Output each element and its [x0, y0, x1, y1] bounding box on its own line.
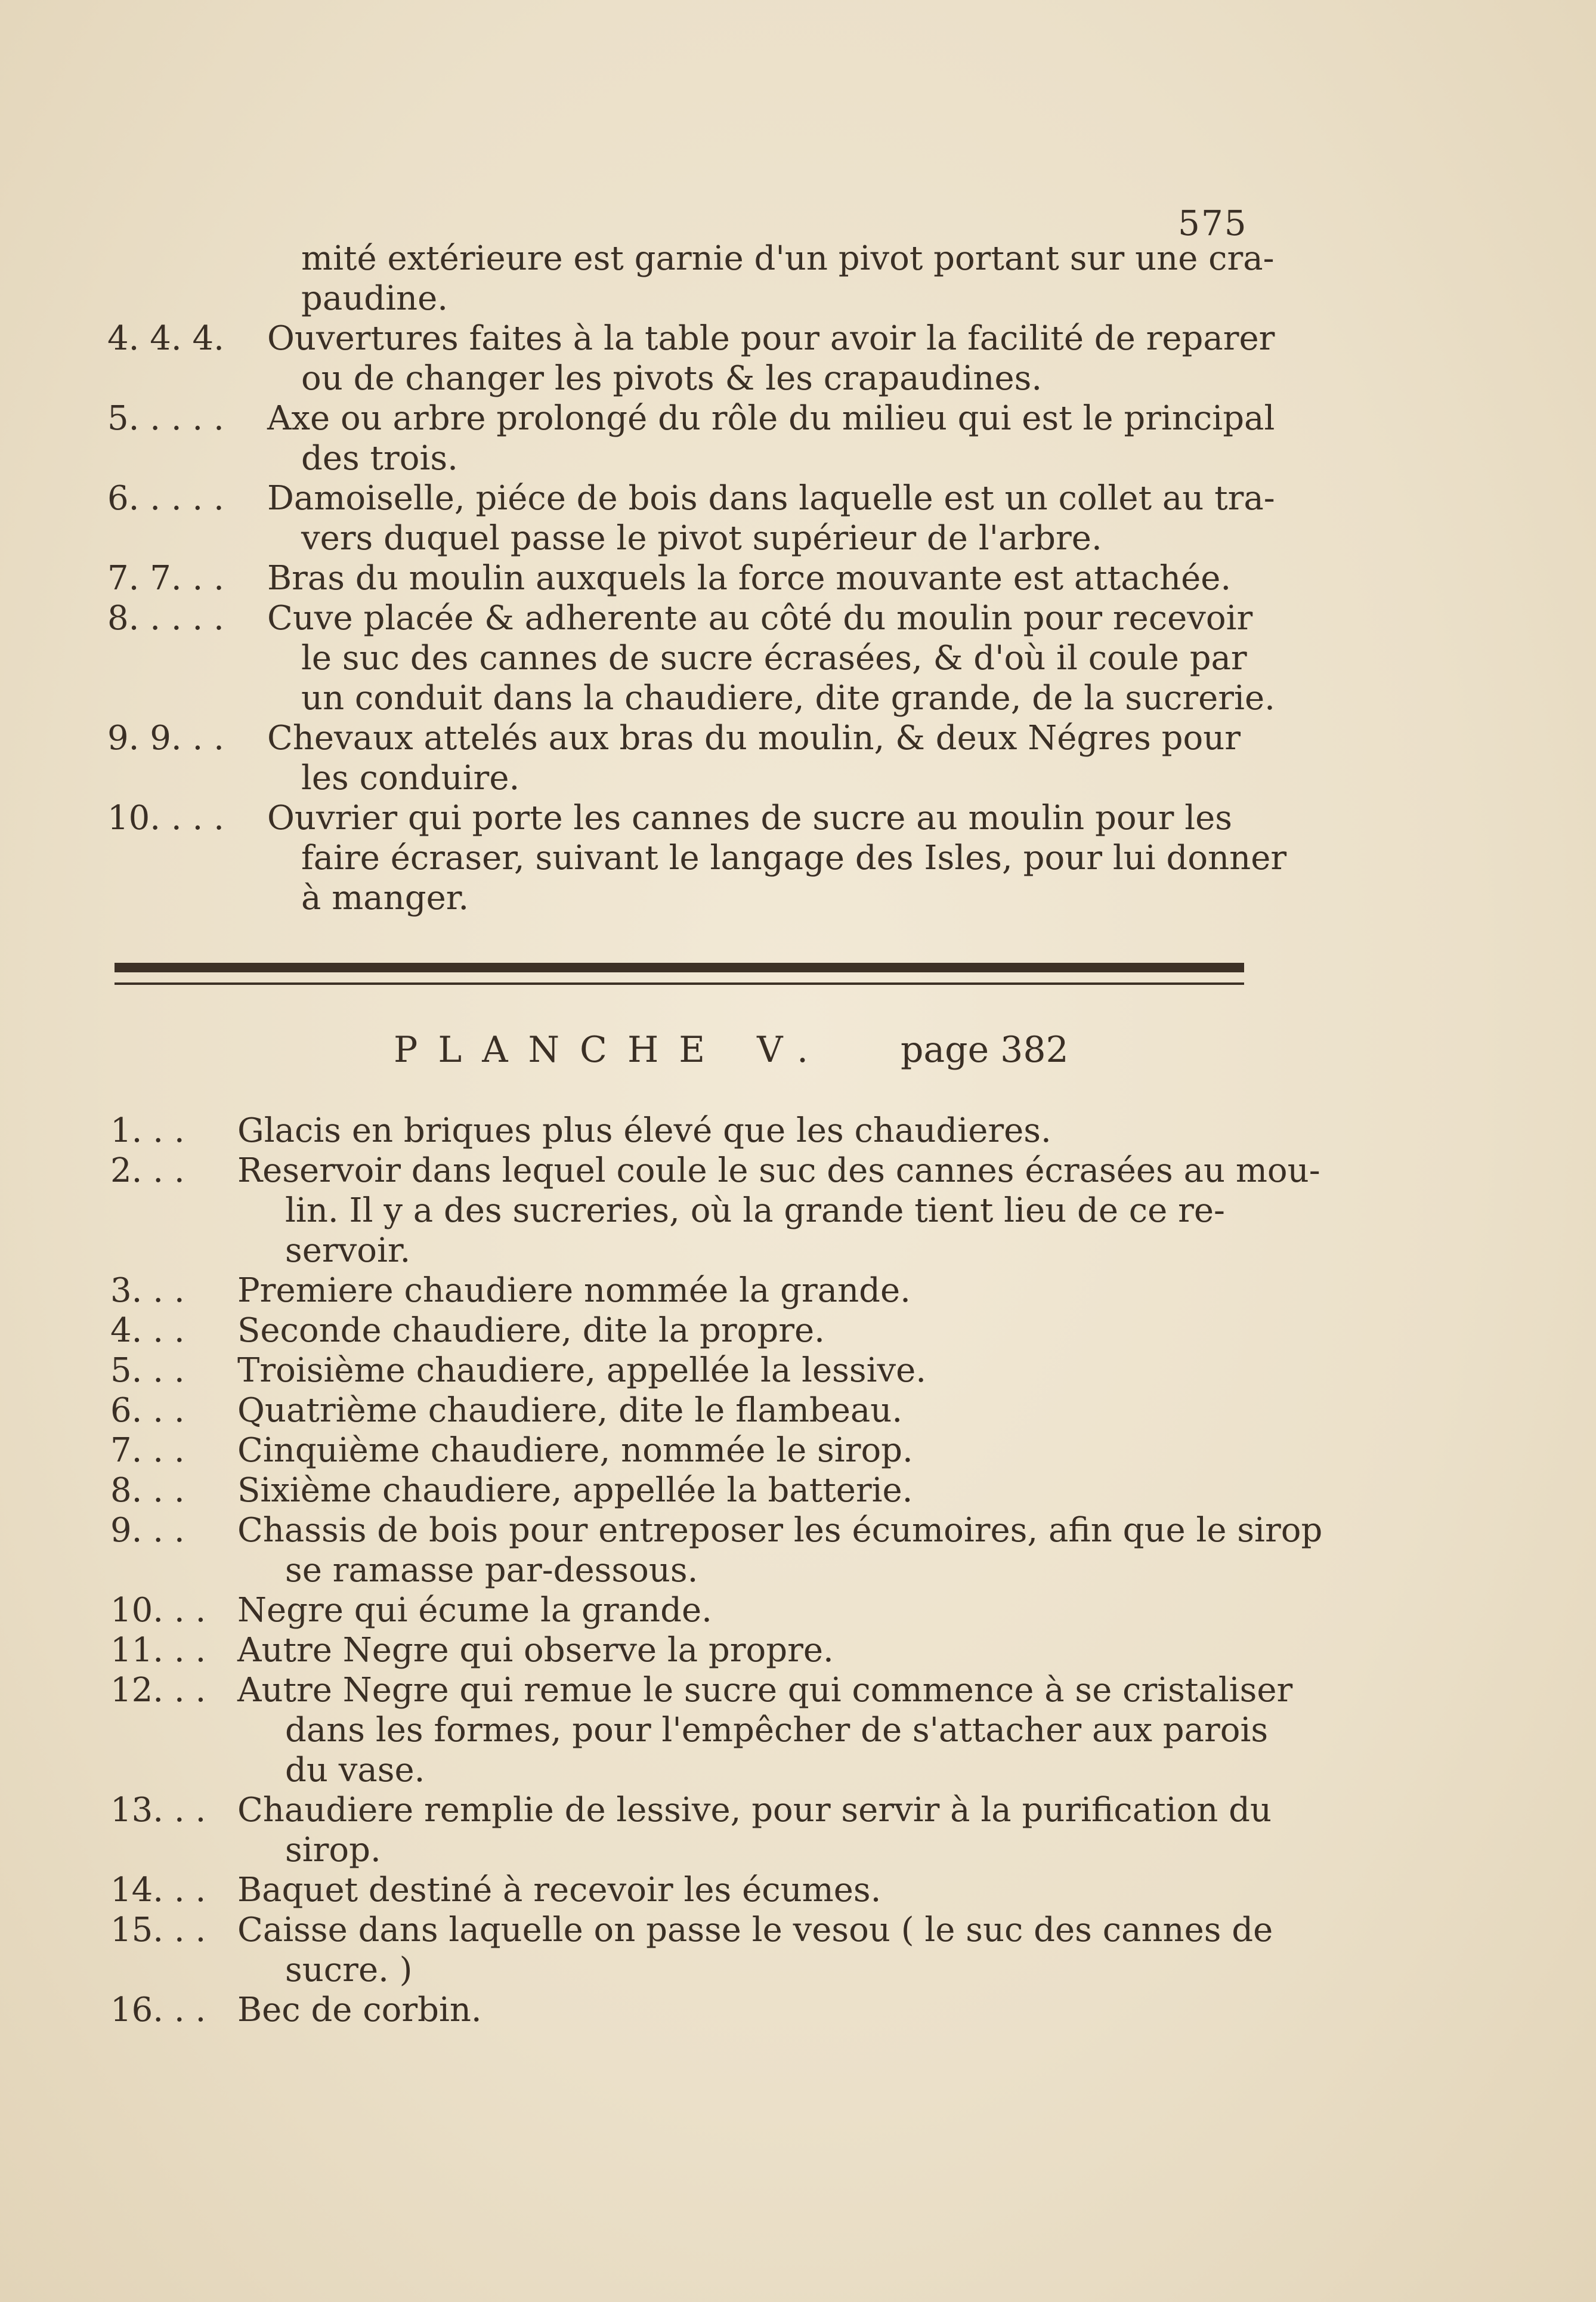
- legend-entry-text: Baquet destiné à recevoir les écumes.: [237, 1871, 881, 1909]
- legend-entry-number: 9. . .: [110, 1511, 185, 1550]
- legend-entry-text: à manger.: [301, 879, 469, 917]
- legend-entry-text: les conduire.: [301, 759, 520, 798]
- legend-entry-text: Ouvertures faites à la table pour avoir la facilité de reparer: [267, 319, 1275, 358]
- legend-entry-text: Autre Negre qui observe la propre.: [237, 1631, 834, 1670]
- section-divider-thick: [115, 963, 1244, 972]
- legend-entry-text: servoir.: [285, 1231, 411, 1270]
- legend-entry-number: 8. . .: [110, 1471, 185, 1510]
- legend-entry-number: 6. . . . .: [107, 479, 224, 518]
- legend-entry-number: 7. . .: [110, 1431, 185, 1470]
- legend-entry-text: Chaudiere remplie de lessive, pour servir à la purification du: [237, 1791, 1272, 1830]
- legend-entry-number: 15. . .: [110, 1911, 206, 1949]
- legend-entry-number: 4. 4. 4.: [107, 319, 224, 358]
- legend-entry-text: Bras du moulin auxquels la force mouvante est attachée.: [267, 559, 1232, 598]
- legend-entry-text: Damoiselle, piéce de bois dans laquelle est un collet au tra-: [267, 479, 1275, 518]
- legend-entry-text: Reservoir dans lequel coule le suc des cannes écrasées au mou-: [237, 1151, 1320, 1190]
- legend-entry-text: des trois.: [301, 439, 458, 478]
- legend-entry-number: 14. . .: [110, 1871, 206, 1909]
- legend-entry-text: Cuve placée & adherente au côté du moulin pour recevoir: [267, 599, 1253, 638]
- legend-entry-text: du vase.: [285, 1751, 425, 1790]
- legend-entry-number: 5. . . . .: [107, 399, 224, 438]
- legend-entry-text: mité extérieure est garnie d'un pivot portant sur une cra-: [301, 239, 1275, 278]
- legend-entry-text: Chevaux attelés aux bras du moulin, & deux Négres pour: [267, 719, 1241, 758]
- legend-entry-text: Premiere chaudiere nommée la grande.: [237, 1271, 911, 1310]
- legend-entry-text: sucre. ): [285, 1951, 413, 1989]
- legend-entry-number: 10. . . .: [107, 799, 224, 838]
- legend-entry-text: Quatrième chaudiere, dite le flambeau.: [237, 1391, 903, 1430]
- legend-entry-text: Bec de corbin.: [237, 1991, 482, 2029]
- legend-entry-text: Axe ou arbre prolongé du rôle du milieu qui est le principal: [267, 399, 1275, 438]
- legend-entry-number: 8. . . . .: [107, 599, 224, 638]
- legend-entry-text: paudine.: [301, 279, 449, 318]
- legend-entry-text: dans les formes, pour l'empêcher de s'attacher aux parois: [285, 1711, 1269, 1750]
- legend-entry-text: vers duquel passe le pivot supérieur de l'arbre.: [301, 519, 1102, 558]
- legend-entry-number: 12. . .: [110, 1671, 206, 1710]
- legend-entry-number: 4. . .: [110, 1311, 185, 1350]
- legend-entry-text: Chassis de bois pour entreposer les écumoires, afin que le sirop: [237, 1511, 1323, 1550]
- legend-entry-number: 6. . .: [110, 1391, 185, 1430]
- legend-entry-text: se ramasse par-dessous.: [285, 1551, 698, 1590]
- legend-entry-text: Ouvrier qui porte les cannes de sucre au moulin pour les: [267, 799, 1233, 838]
- legend-entry-number: 5. . .: [110, 1351, 185, 1390]
- legend-entry-number: 7. 7. . .: [107, 559, 224, 598]
- legend-entry-number: 1. . .: [110, 1111, 185, 1150]
- legend-entry-number: 2. . .: [110, 1151, 185, 1190]
- legend-entry-number: 11. . .: [110, 1631, 206, 1670]
- plate-title: PLANCHE V.: [394, 1029, 829, 1071]
- legend-entry-text: faire écraser, suivant le langage des Isles, pour lui donner: [301, 839, 1287, 877]
- legend-entry-text: Seconde chaudiere, dite la propre.: [237, 1311, 825, 1350]
- page-number: 575: [1178, 203, 1248, 243]
- legend-entry-number: 10. . .: [110, 1591, 206, 1630]
- legend-entry-number: 3. . .: [110, 1271, 185, 1310]
- section-divider-thin: [115, 982, 1244, 985]
- legend-entry-text: lin. Il y a des sucreries, où la grande tient lieu de ce re-: [285, 1191, 1225, 1230]
- legend-entry-text: ou de changer les pivots & les crapaudines.: [301, 359, 1043, 398]
- legend-entry-text: Troisième chaudiere, appellée la lessive.: [237, 1351, 927, 1390]
- plate-page-reference: page 382: [901, 1029, 1069, 1071]
- legend-entry-number: 9. 9. . .: [107, 719, 224, 758]
- legend-entry-text: Sixième chaudiere, appellée la batterie.: [237, 1471, 913, 1510]
- legend-entry-text: Glacis en briques plus élevé que les chaudieres.: [237, 1111, 1051, 1150]
- legend-entry-text: Autre Negre qui remue le sucre qui commence à se cristaliser: [237, 1671, 1293, 1710]
- legend-entry-text: Caisse dans laquelle on passe le vesou ( le suc des cannes de: [237, 1911, 1273, 1949]
- legend-entry-number: 16. . .: [110, 1991, 206, 2029]
- legend-entry-text: un conduit dans la chaudiere, dite grande, de la sucrerie.: [301, 679, 1275, 718]
- legend-entry-text: Negre qui écume la grande.: [237, 1591, 712, 1630]
- legend-entry-text: Cinquième chaudiere, nommée le sirop.: [237, 1431, 913, 1470]
- legend-entry-text: le suc des cannes de sucre écrasées, & d'où il coule par: [301, 639, 1247, 678]
- legend-entry-number: 13. . .: [110, 1791, 206, 1830]
- legend-entry-text: sirop.: [285, 1831, 381, 1870]
